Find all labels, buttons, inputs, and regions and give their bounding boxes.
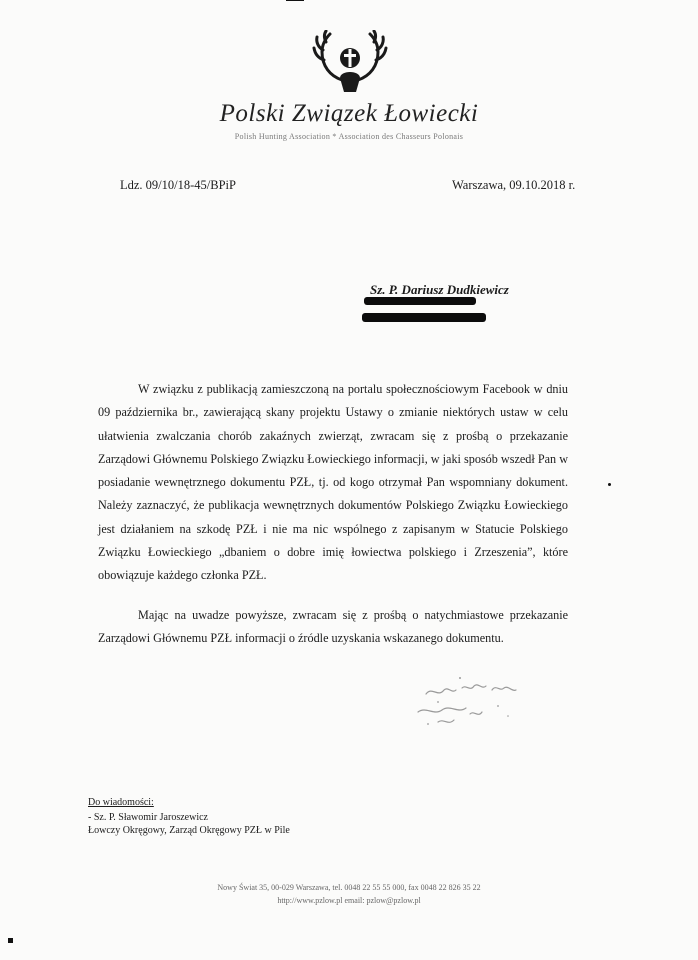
cc-title: Do wiadomości: [88,797,154,808]
footer-contact: http://www.pzlow.pl email: pzlow@pzlow.pl [277,896,421,905]
body-paragraph: Mając na uwadze powyższe, zwracam się z prośbą o natychmiastowe przekazanie Zarządowi Głównemu PZŁ informacji o źródle uzyskania wskazanego dokumentu. [98,608,568,646]
place-date: Warszawa, 09.10.2018 r. [452,178,576,192]
footer-address: Nowy Świat 35, 00-029 Warszawa, tel. 0048 22 55 55 000, fax 0048 22 826 35 22 [217,883,481,892]
reference-number: Ldz. 09/10/18-45/BPiP [120,178,236,192]
organization-name: Polski Związek Łowiecki [219,100,479,127]
redaction-bar [364,297,476,305]
scan-speck [8,938,13,943]
scan-speck [286,0,304,1]
scan-speck [608,483,611,486]
handwritten-signature [408,672,528,732]
redaction-bar [362,313,486,322]
deer-antlers-cross-icon [312,30,388,96]
cc-recipient: - Sz. P. Sławomir Jaroszewicz [88,812,208,823]
cc-recipient-role: Łowczy Okręgowy, Zarząd Okręgowy PZŁ w Pile [88,825,290,836]
recipient-name: Sz. P. Dariusz Dudkiewicz [370,282,509,297]
organization-subtitle: Polish Hunting Association * Association des Chasseurs Polonais [234,132,464,141]
body-paragraph: W związku z publikacją zamieszczoną na portalu społecznościowym Facebook w dniu 09 października br., zawierającą skany projektu Ustawy o zmianie niektórych ustaw w celu ułatwienia zwalczania chorób zakaźnych zwierząt, zwracam się z prośbą o przekazanie Zarządowi Głównemu Polskiego Związku Łowieckiego informacji, w jaki sposób wszedł Pan w posiadanie wewnętrznego dokumentu PZŁ, tj. od kogo otrzymał Pan wspomniany dokument. Należy zaznaczyć, że publikacja wewnętrznych dokumentów Polskiego Związku Łowieckiego jest działaniem na szkodę PZŁ i nie ma nic wspólnego z zapisanym w Statucie Polskiego Związku Łowieckiego „dbaniem o dobre imię łowiectwa polskiego i Zrzeszenia”, które obowiązuje każdego członka PZŁ. [98,382,568,583]
